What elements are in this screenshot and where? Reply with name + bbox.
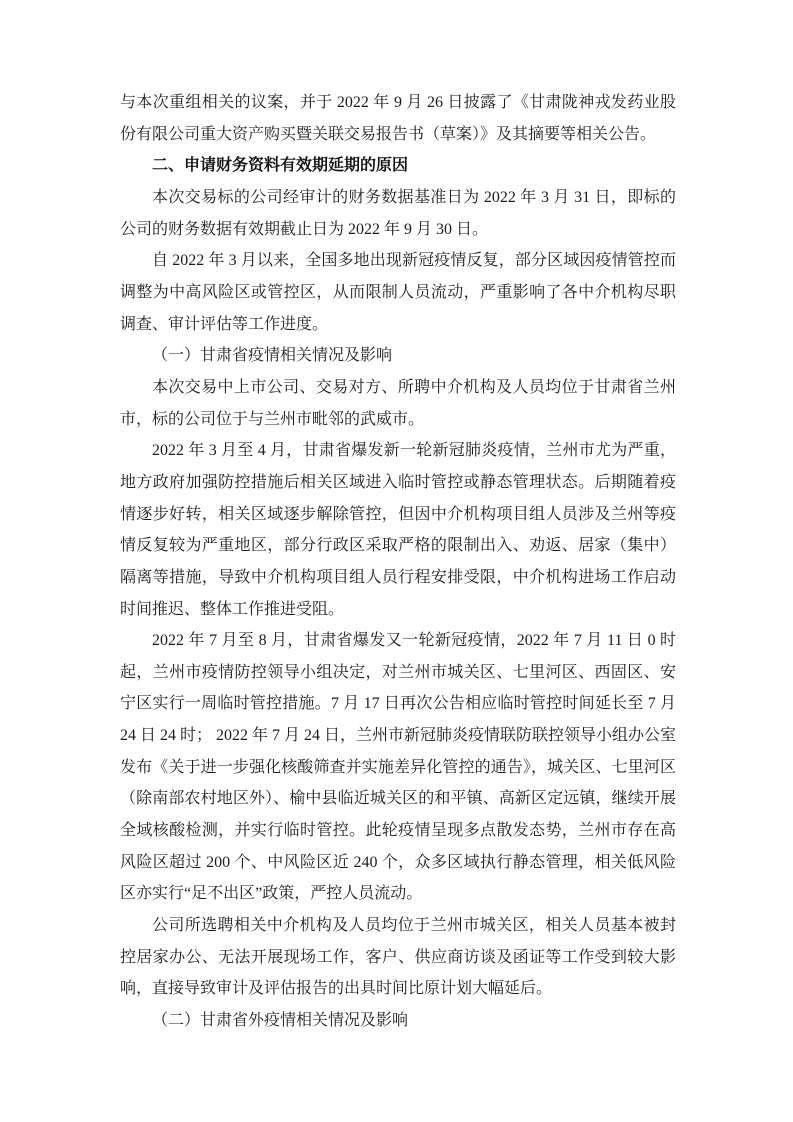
paragraph-intermediary-impact: 公司所选聘相关中介机构及人员均位于兰州市城关区，相关人员基本被封控居家办公、无法开展现场工作，客户、供应商访谈及函证等工作受到较大影响，直接导致审计及评估报告的出具时间比原计划大幅延后。 (120, 917, 676, 998)
paragraph-parties-location: 本次交易中上市公司、交易对方、所聘中介机构及人员均位于甘肃省兰州市，标的公司位于与兰州市毗邻的武威市。 (120, 378, 676, 428)
subsection-heading-gansu-epidemic: （一）甘肃省疫情相关情况及影响 (152, 347, 393, 365)
paragraph-financial-base-date: 本次交易标的公司经审计的财务数据基准日为 2022 年 3 月 31 日，即标的公司的财务数据有效期截止日为 2022 年 9 月 30 日。 (120, 188, 676, 238)
section-heading-reasons: 二、申请财务资料有效期延期的原因 (152, 157, 409, 175)
subsection-heading-outside-gansu: （二）甘肃省外疫情相关情况及影响 (152, 1012, 409, 1030)
paragraph-march-april-outbreak: 2022 年 3 月至 4 月，甘肃省爆发新一轮新冠肺炎疫情，兰州市尤为严重，地方政府加强防控措施后相关区域进入临时管控或静态管理状态。后期随着疫情逐步好转，相关区域逐步解除管控，但因中介机构项目组人员涉及兰州等疫情反复较为严重地区，部分行政区采取严格的限制出入、劝返、居家（集中）隔离等措施，导致中介机构项目组人员行程安排受限，中介机构进场工作启动时间推迟、整体工作推进受阻。 (120, 442, 676, 618)
document-content (120, 87, 676, 1037)
paragraph-july-august-outbreak: 2022 年 7 月至 8 月，甘肃省爆发又一轮新冠疫情，2022 年 7 月 11 日 0 时起，兰州市疫情防控领导小组决定，对兰州市城关区、七里河区、西固区、安宁区实行一周临时管控措施。7 月 17 日再次公告相应临时管控时间延长至 7 月 24 日 24 时； 2022 年 7 月 24 日，兰州市新冠肺炎疫情联防联控领导小组办公室发布《关于进一步强化核酸筛查并实施差异化管控的通告》，城关区、七里河区（除南部农村地区外）、榆中县临近城关区的和平镇、高新区定远镇，继续开展全域核酸检测，并实行临时管控。此轮疫情呈现多点散发态势，兰州市存在高风险区超过 200 个、中风险区近 240 个，众多区域执行静态管理，相关低风险区亦实行“足不出区”政策，严控人员流动。 (120, 632, 677, 903)
paragraph-national-epidemic: 自 2022 年 3 月以来，全国多地出现新冠疫情反复，部分区域因疫情管控而调整为中高风险区或管控区，从而限制人员流动，严重影响了各中介机构尽职调查、审计评估等工作进度。 (120, 252, 676, 333)
paragraph-continuation: 与本次重组相关的议案，并于 2022 年 9 月 26 日披露了《甘肃陇神戎发药业股份有限公司重大资产购买暨关联交易报告书（草案）》及其摘要等相关公告。 (120, 94, 676, 143)
